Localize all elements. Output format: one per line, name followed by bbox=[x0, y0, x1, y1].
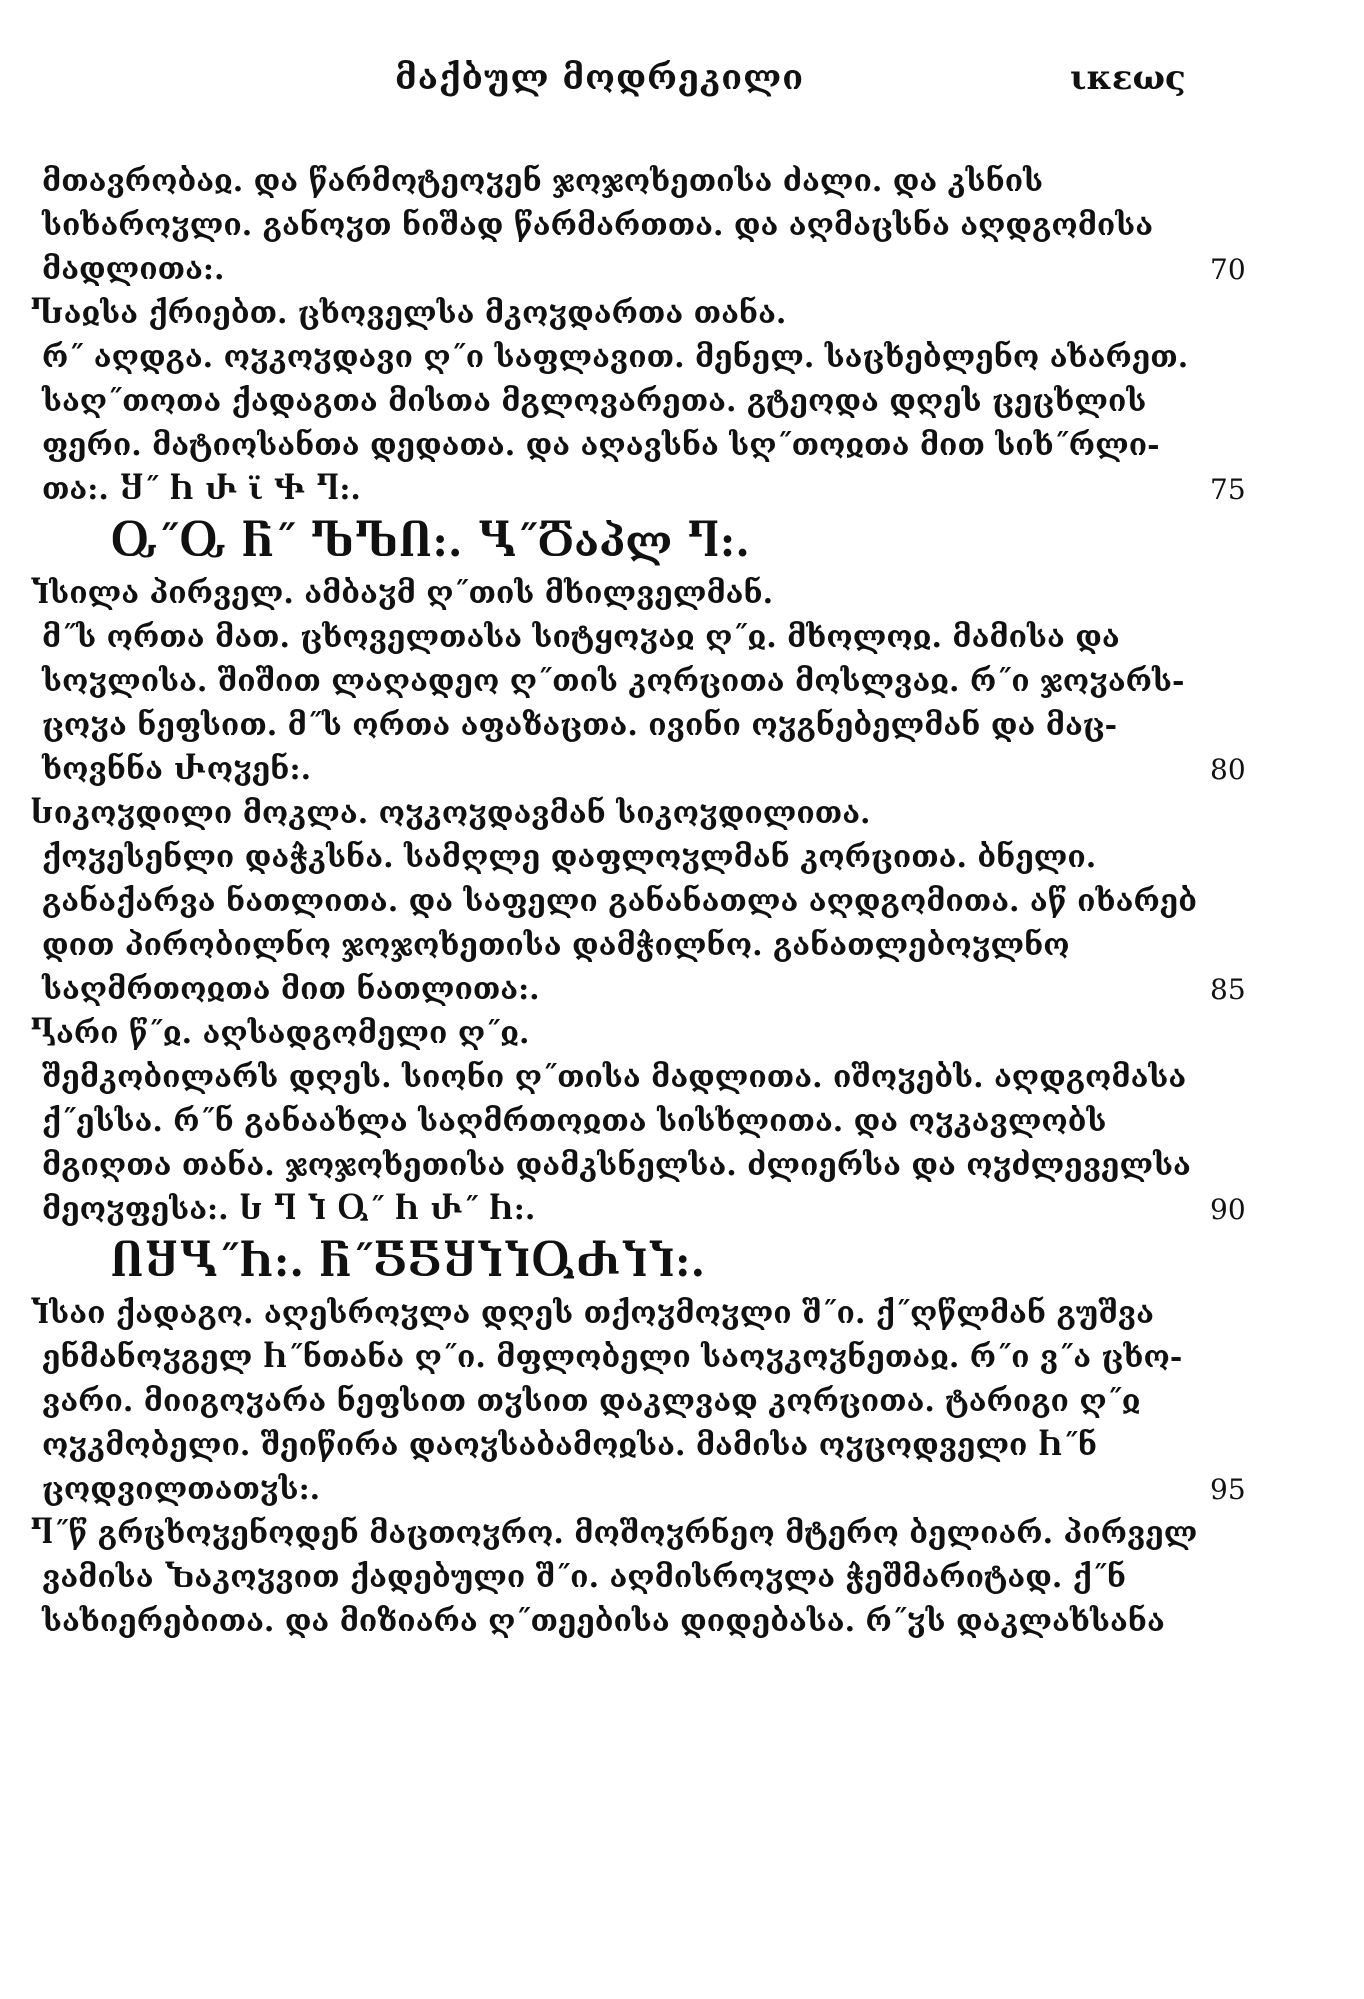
text-line bbox=[30, 1336, 1183, 1380]
line-text: ვარი. მიიგოჳარა ნეფსით თჳსით დაკლვად კორცითა. ტარიგი ღ˝ჲ bbox=[42, 1384, 1141, 1419]
line-text: Ⴂარი წ˝ჲ. აღსადგომელი ღ˝ჲ. bbox=[30, 1016, 530, 1051]
text-line bbox=[30, 380, 1180, 424]
line-text: Ⴈსაი ქადაგო. აღესროჳლა დღეს თქოჳმოჳლი შ˝ი. ქ˝ღწლმან გუშვა bbox=[30, 1296, 1154, 1331]
text-line bbox=[30, 1556, 1180, 1600]
line-text: Ⴑიკოჳდილი მოკლა. ოჳკოჳდავმან სიკოჳდილითა. bbox=[30, 796, 871, 831]
text-line bbox=[30, 1100, 1180, 1144]
line-text: Ⴍ˝Ⴍ Ⴌ˝ ႪႪႶ:. Ⴁ˝Ⴃაპლ Ⴄ:. bbox=[110, 517, 750, 566]
line-number: 95 bbox=[1210, 1473, 1246, 1506]
text-line bbox=[30, 836, 1180, 880]
line-text: Ⴠაჲსა ქრიებთ. ცხოველსა მკოჳდართა თანა. bbox=[30, 296, 787, 331]
line-text: სახიერებითა. და მიზიარა ღ˝თეებისა დიდებასა. რ˝ჳს დაკლახსანა bbox=[42, 1604, 1165, 1639]
section-heading bbox=[30, 1232, 1180, 1292]
line-text: Ⴈსილა პირველ. ამბაჳმ ღ˝თის მხილველმან. bbox=[30, 576, 774, 611]
text-line bbox=[30, 1056, 1187, 1100]
folio-number: ικεως bbox=[1070, 58, 1186, 98]
line-text: სიხაროჳლი. განოჳთ ნიშად წარმართთა. და აღმაცსნა აღდგომისა bbox=[42, 208, 1154, 243]
line-text: დით პირობილნო ჯოჯოხეთისა დამჭილნო. განათლებოჳლნო bbox=[42, 928, 1070, 963]
line-text: შემკობილარს დღეს. სიონი ღ˝თისა მადლითა. იშოჳებს. აღდგომასა bbox=[42, 1060, 1187, 1095]
line-text: ქ˝ესსა. რ˝ნ განაახლა საღმრთოჲთა სისხლითა. და ოჳკავლობს bbox=[42, 1104, 1107, 1139]
line-text: მთავრობაჲ. და წარმოტეოჳენ ჯოჯოხეთისა ძალი. და კსნის bbox=[42, 164, 1044, 199]
text-line bbox=[30, 1468, 1246, 1512]
line-text: ხოვნნა Ⴐოჳენ:. bbox=[42, 752, 312, 787]
line-text: ცოჳა ნეფსით. მ˝ს ორთა აფაზაცთა. ივინი ოჳგნებელმან და მაც- bbox=[42, 708, 1118, 743]
stanza-first-line bbox=[30, 1012, 1180, 1056]
section-heading bbox=[30, 512, 1180, 572]
text-line bbox=[30, 616, 1180, 660]
text-line bbox=[30, 880, 1197, 924]
text-line bbox=[30, 468, 1246, 512]
text-line bbox=[30, 924, 1180, 968]
text-line bbox=[30, 1380, 1180, 1424]
line-text: ႶႸႡ˝Ⴙ:. Ⴌ˝ႽႽႸႨႨႳႻႨႨ:. bbox=[110, 1237, 706, 1286]
line-text: მ˝ს ორთა მათ. ცხოველთასა სიტყოჳაჲ ღ˝ჲ. მხოლოჲ. მამისა და bbox=[42, 620, 1120, 655]
text-line bbox=[30, 968, 1246, 1012]
text-line bbox=[30, 1144, 1191, 1188]
line-text: ენმანოჳგელ Ⴙ˝ნთანა ღ˝ი. მფლობელი საოჳკოჳნეთაჲ. რ˝ი ვ˝ა ცხო- bbox=[42, 1340, 1183, 1375]
hymn-text-block bbox=[30, 160, 1246, 1644]
line-text: საღმრთოჲთა მით ნათლითა:. bbox=[42, 972, 540, 1007]
text-line bbox=[30, 1188, 1246, 1232]
running-title: მაქბულ მოდრეკილი bbox=[395, 58, 805, 98]
line-text: ოჳკმობელი. შეიწირა დაოჳსაბამოჲსა. მამისა ოჳცოდველი Ⴙ˝ნ bbox=[42, 1428, 1098, 1463]
line-text: განაქარვა ნათლითა. და საფელი განანათლა აღდგომითა. აწ იხარებ bbox=[42, 884, 1197, 919]
line-number: 75 bbox=[1210, 473, 1246, 506]
stanza-first-line bbox=[30, 572, 1180, 616]
line-text: სოჳლისა. შიშით ლაღადეო ღ˝თის კორცითა მოსლვაჲ. რ˝ი ჯოჳარს- bbox=[42, 664, 1185, 699]
line-text: რ˝ აღდგა. ოჳკოჳდავი ღ˝ი საფლავით. მენელ. საცხებლენო ახარეთ. bbox=[42, 340, 1189, 375]
line-text: მგიღთა თანა. ჯოჯოხეთისა დამკსნელსა. ძლიერსა და ოჳძლეველსა bbox=[42, 1148, 1191, 1183]
text-line bbox=[30, 424, 1180, 468]
page-header bbox=[0, 58, 1364, 118]
line-number: 85 bbox=[1210, 973, 1246, 1006]
line-text: ვამისა Ⴆაკოჳვით ქადებული შ˝ი. აღმისროჳლა ჭეშმარიტად. ქ˝ნ bbox=[42, 1560, 1127, 1595]
stanza-first-line bbox=[30, 292, 1180, 336]
text-line bbox=[30, 1424, 1180, 1468]
line-number: 70 bbox=[1210, 253, 1246, 286]
text-line bbox=[30, 704, 1180, 748]
line-text: მადლითა:. bbox=[42, 252, 225, 287]
line-text: ცოდვილთათჳს:. bbox=[42, 1472, 321, 1507]
line-number: 80 bbox=[1210, 753, 1246, 786]
text-line bbox=[30, 748, 1246, 792]
text-line bbox=[30, 660, 1185, 704]
line-text: თა:. Ⴘ˝ Ⴙ Ⴐ ϊ Ⴕ Ⴄ:. bbox=[42, 472, 361, 507]
line-text: მეოჳფესა:. Ⴑ Ⴄ Ⴈ Ⴓ˝ Ⴙ Ⴐ˝ Ⴙ:. bbox=[42, 1192, 536, 1227]
text-line bbox=[30, 204, 1180, 248]
stanza-first-line bbox=[30, 792, 1180, 836]
line-number: 90 bbox=[1210, 1193, 1246, 1226]
stanza-first-line bbox=[30, 1292, 1180, 1336]
line-text: ქოჳესენლი დაჭკსნა. სამღლე დაფლოჳლმან კორცითა. ბნელი. bbox=[42, 840, 1097, 875]
text-line bbox=[30, 336, 1189, 380]
text-line bbox=[30, 160, 1180, 204]
stanza-first-line bbox=[30, 1512, 1198, 1556]
text-line bbox=[30, 1600, 1180, 1644]
line-text: საღ˝თოთა ქადაგთა მისთა მგლოვარეთა. გტეოდა დღეს ცეცხლის bbox=[42, 384, 1147, 419]
line-text: ფერი. მატიოსანთა დედათა. და აღავსნა სღ˝თოჲთა მით სიხ˝რლი- bbox=[42, 428, 1160, 463]
text-line bbox=[30, 248, 1246, 292]
line-text: Ⴄ˝წ გრცხოჳენოდენ მაცთოჳრო. მოშოჳრნეო მტერო ბელიარ. პირველ bbox=[30, 1516, 1198, 1551]
